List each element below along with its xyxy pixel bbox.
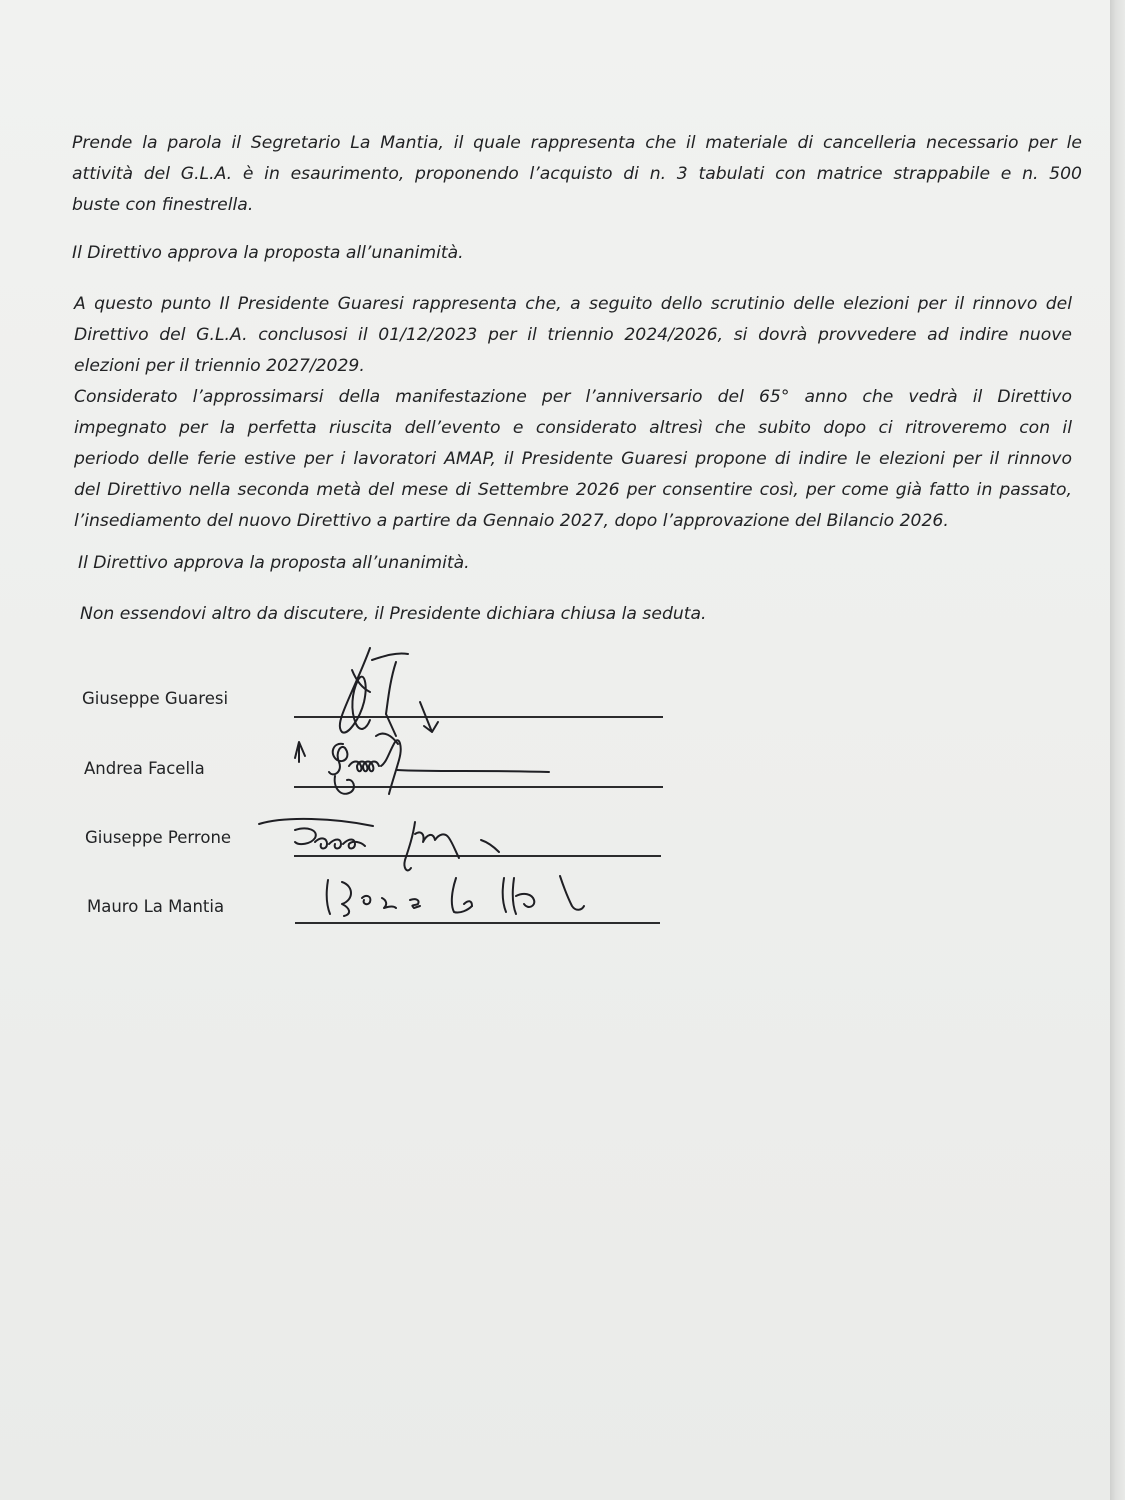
- signature-facella: [285, 732, 555, 804]
- text-line: buste con finestrella.: [72, 195, 254, 215]
- signatory-name: Andrea Facella: [84, 759, 205, 778]
- text-line: Il Direttivo approva la proposta all’unanimità.: [72, 243, 464, 263]
- text-line: Direttivo del G.L.A. conclusosi il 01/12/2023 per il triennio 2024/2026, si dovrà provvedere ad indire nuove: [74, 325, 1072, 345]
- text-line: attività del G.L.A. è in esaurimento, proponendo l’acquisto di n. 3 tabulati con matrice strappabile e n. 500: [72, 164, 1082, 184]
- text-line: del Direttivo nella seconda metà del mese di Settembre 2026 per consentire così, per come già fatto in passato,: [74, 480, 1072, 500]
- text-line: A questo punto Il Presidente Guaresi rappresenta che, a seguito dello scrutinio delle elezioni per il rinnovo del: [74, 294, 1072, 314]
- text-line: elezioni per il triennio 2027/2029.: [74, 356, 365, 376]
- paragraph-closing: [80, 599, 1090, 630]
- paragraph-stationery-request: [72, 128, 1082, 221]
- page-edge: [1110, 0, 1125, 1500]
- signature-la-mantia: [320, 870, 590, 925]
- signatory-name: Giuseppe Perrone: [85, 828, 232, 847]
- paragraph-approval-1: [72, 238, 1082, 269]
- text-line: Non essendovi altro da discutere, il Presidente dichiara chiusa la seduta.: [80, 604, 707, 624]
- text-line: Il Direttivo approva la proposta all’unanimità.: [78, 553, 470, 573]
- text-line: Prende la parola il Segretario La Mantia, il quale rappresenta che il materiale di cancelleria necessario per le: [72, 133, 1082, 153]
- text-line: periodo delle ferie estive per i lavoratori AMAP, il Presidente Guaresi propone di indire le elezioni per il rinnovo: [74, 449, 1072, 469]
- signatory-name: Mauro La Mantia: [87, 897, 225, 916]
- signatory-name: Giuseppe Guaresi: [82, 689, 229, 708]
- text-line: Considerato l’approssimarsi della manifestazione per l’anniversario del 65° anno che vedrà il Direttivo: [74, 387, 1072, 407]
- paragraph-elections: [74, 289, 1072, 537]
- text-line: l’insediamento del nuovo Direttivo a partire da Gennaio 2027, dopo l’approvazione del Bilancio 2026.: [74, 511, 949, 531]
- text-line: impegnato per la perfetta riuscita dell’evento e considerato altresì che subito dopo ci ritroveremo con il: [74, 418, 1072, 438]
- paragraph-approval-2: [78, 548, 1088, 579]
